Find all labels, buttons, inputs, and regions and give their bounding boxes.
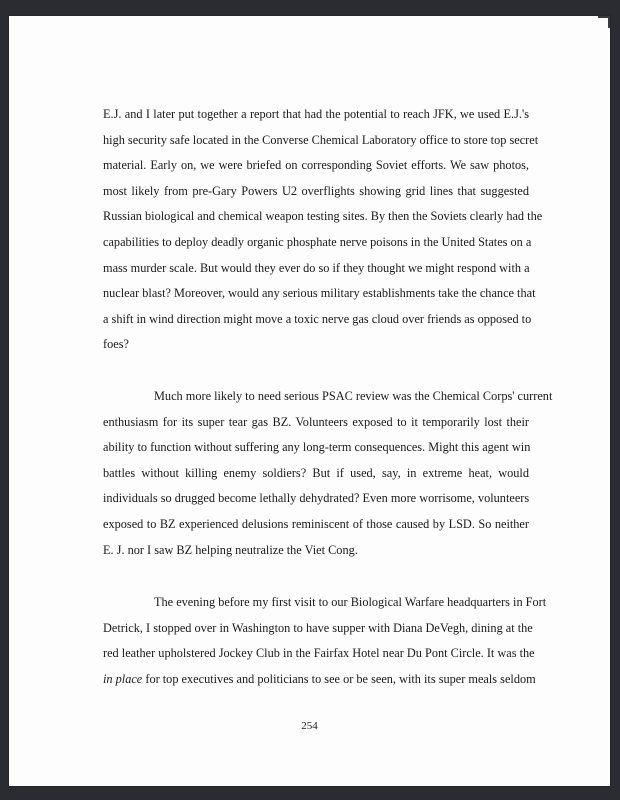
text-line: most likely from pre-Gary Powers U2 overflights showing grid lines that suggested — [103, 183, 529, 198]
text-line: a shift in wind direction might move a toxic nerve gas cloud over friends as opposed to — [103, 311, 532, 326]
text-line: capabilities to deploy deadly organic phosphate nerve poisons in the United States on a — [103, 234, 532, 249]
page-corner-mark — [598, 16, 610, 28]
text-line: red leather upholstered Jockey Club in the Fairfax Hotel near Du Pont Circle. It was the — [103, 646, 535, 661]
text-line-rest: for top executives and politicians to see or be seen, with its super meals seldom — [142, 671, 536, 686]
paragraph-gap — [103, 563, 529, 590]
page-number: 254 — [301, 720, 318, 732]
text-line: foes? — [103, 337, 129, 352]
text-line: high security safe located in the Converse Chemical Laboratory office to store top secret — [103, 132, 539, 147]
text-line: Russian biological and chemical weapon testing sites. By then the Soviets clearly had the — [103, 209, 543, 224]
text-line: enthusiasm for its super tear gas BZ. Volunteers exposed to it temporarily lost their — [103, 414, 529, 429]
text-line: nuclear blast? Moreover, would any serious military establishments take the chance that — [103, 286, 536, 301]
text-line: Much more likely to need serious PSAC review was the Chemical Corps' current — [154, 388, 553, 403]
document-page — [9, 16, 610, 786]
text-line: exposed to BZ experienced delusions reminiscent of those caused by LSD. So neither — [103, 516, 529, 531]
text-line: E.J. and I later put together a report that had the potential to reach JFK, we used E.J.'s — [103, 107, 529, 121]
text-line: battles without killing enemy soldiers? But if used, say, in extreme heat, would — [103, 465, 529, 480]
italic-phrase: in place — [103, 671, 143, 686]
text-line: individuals so drugged become lethally dehydrated? Even more worrisome, volunteers — [103, 491, 530, 506]
text-line — [103, 667, 536, 693]
text-line: E. J. nor I saw BZ helping neutralize the Viet Cong. — [103, 542, 358, 557]
text-line: Detrick, I stopped over in Washington to have supper with Diana DeVegh, dining at the — [103, 620, 533, 635]
text-line: material. Early on, we were briefed on corresponding Soviet efforts. We saw photos, — [103, 158, 529, 173]
text-line: The evening before my first visit to our Biological Warfare headquarters in Fort — [154, 595, 547, 610]
text-line: ability to function without suffering any long-term consequences. Might this agent win — [103, 440, 531, 455]
paragraph-gap — [103, 358, 529, 384]
page-body-text — [103, 102, 553, 692]
text-line: mass murder scale. But would they ever do so if they thought we might respond with a — [103, 260, 530, 275]
